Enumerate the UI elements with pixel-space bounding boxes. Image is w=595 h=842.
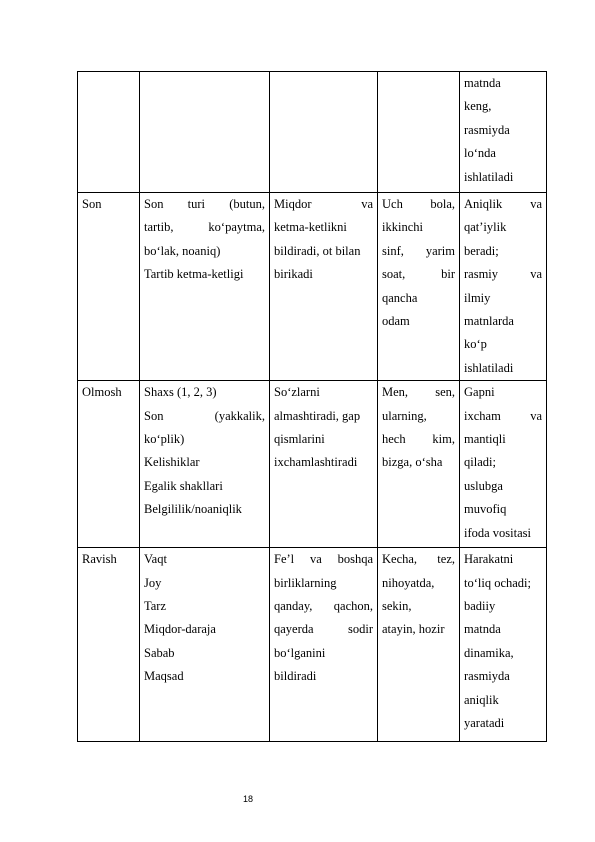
table-cell-usage (460, 193, 547, 381)
cell-line: ixcham va (464, 408, 542, 423)
cell-line: almashtiradi, gap (274, 408, 361, 423)
table-row (78, 548, 547, 742)
table-cell-function (270, 548, 378, 742)
cell-line: birliklarning (274, 575, 337, 590)
cell-line: qancha (382, 290, 418, 305)
cell-line: uslubga (464, 478, 503, 493)
table-cell-function (270, 193, 378, 381)
cell-line: to‘liq ochadi; (464, 575, 531, 590)
cell-line: lo‘nda (464, 146, 496, 161)
cell-line: sinf, yarim (382, 243, 455, 258)
grammar-table (77, 71, 547, 742)
cell-line: Miqdor-daraja (144, 622, 216, 637)
cell-line: atayin, hozir (382, 622, 445, 637)
table-cell-examples (378, 193, 460, 381)
cell-line: bildiradi, ot bilan (274, 243, 361, 258)
cell-line: matnda (464, 622, 501, 637)
cell-line: Son (yakkalik, (144, 408, 265, 423)
cell-line: ilmiy (464, 290, 491, 305)
cell-line: beradi; (464, 243, 499, 258)
cell-line: Tarz (144, 599, 167, 614)
cell-line: qismlarini (274, 432, 325, 447)
cell-line: qayerda sodir (274, 622, 373, 637)
cell-line: ko‘p (464, 337, 487, 352)
cell-line: Belgililik/noaniqlik (144, 502, 242, 517)
cell-line: tartib, ko‘paytma, (144, 220, 265, 235)
table-cell-category (78, 381, 140, 548)
cell-line: Sabab (144, 645, 175, 660)
page-number: 18 (243, 794, 254, 804)
table-row (78, 72, 547, 193)
cell-line: Joy (144, 575, 162, 590)
cell-line: birikadi (274, 267, 313, 282)
cell-line: So‘zlarni (274, 385, 320, 400)
cell-line: Son turi (butun, (144, 197, 265, 211)
cell-line: Harakatni (464, 552, 514, 567)
cell-line: rasmiyda (464, 122, 510, 137)
cell-line: yaratadi (464, 716, 505, 731)
table-cell (270, 72, 378, 193)
table-cell-function (270, 381, 378, 548)
cell-line: badiiy (464, 599, 496, 614)
table-cell (378, 72, 460, 193)
table-cell-forms (140, 381, 270, 548)
cell-line: Son (82, 197, 102, 211)
cell-line: qat’iylik (464, 220, 507, 235)
cell-line: nihoyatda, (382, 575, 435, 590)
cell-line: soat, bir (382, 267, 455, 282)
cell-line: bo‘lganini (274, 645, 326, 660)
cell-line: bizga, o‘sha (382, 455, 443, 470)
cell-line: Gapni (464, 385, 495, 400)
cell-line: rasmiy va (464, 267, 542, 282)
cell-line: qanday, qachon, (274, 599, 373, 614)
cell-line: ishlatiladi (464, 360, 514, 375)
cell-line: ixchamlashtiradi (274, 455, 358, 470)
table-cell-usage (460, 548, 547, 742)
cell-line: aniqlik (464, 692, 499, 707)
cell-line: Men, sen, (382, 385, 455, 400)
cell-line: Vaqt (144, 552, 167, 567)
cell-line: Tartib ketma-ketligi (144, 267, 244, 282)
table-cell-examples (378, 381, 460, 548)
cell-line: matnlarda (464, 314, 514, 329)
table-row (78, 381, 547, 548)
cell-line: mantiqli (464, 432, 506, 447)
table-row (78, 193, 547, 381)
cell-line: bo‘lak, noaniq) (144, 243, 221, 258)
cell-line: Ravish (82, 552, 117, 567)
cell-line: ularning, (382, 408, 427, 423)
cell-line: ko‘plik) (144, 432, 185, 447)
cell-line: Fe’l va boshqa (274, 552, 373, 567)
cell-line: Miqdor va (274, 197, 373, 211)
cell-line: ikkinchi (382, 220, 423, 235)
table-cell-usage (460, 381, 547, 548)
cell-line: odam (382, 314, 410, 329)
cell-line: Kecha, tez, (382, 552, 455, 567)
cell-line: bildiradi (274, 669, 317, 684)
cell-line: Uch bola, (382, 197, 455, 211)
cell-line: hech kim, (382, 432, 455, 447)
cell-line: ifoda vositasi (464, 525, 532, 540)
table-cell-forms (140, 548, 270, 742)
cell-line: Kelishiklar (144, 455, 200, 470)
cell-line: muvofiq (464, 502, 507, 517)
cell-line: dinamika, (464, 645, 514, 660)
cell-line: rasmiyda (464, 669, 510, 684)
cell-line: sekin, (382, 599, 412, 614)
cell-line: Aniqlik va (464, 197, 542, 211)
table-cell-category (78, 193, 140, 381)
cell-line: Egalik shakllari (144, 478, 223, 493)
cell-line: ishlatiladi (464, 169, 514, 184)
cell-line: keng, (464, 99, 492, 114)
cell-line: ketma-ketlikni (274, 220, 347, 235)
table-cell-examples (378, 548, 460, 742)
table-cell (78, 72, 140, 193)
table-cell-forms (140, 193, 270, 381)
table-cell-category (78, 548, 140, 742)
cell-line: Shaxs (1, 2, 3) (144, 385, 217, 400)
cell-line: matnda (464, 76, 501, 90)
cell-line: Maqsad (144, 669, 184, 684)
cell-line: Olmosh (82, 385, 122, 400)
cell-line: qiladi; (464, 455, 496, 470)
table-cell-usage (460, 72, 547, 193)
table-cell (140, 72, 270, 193)
